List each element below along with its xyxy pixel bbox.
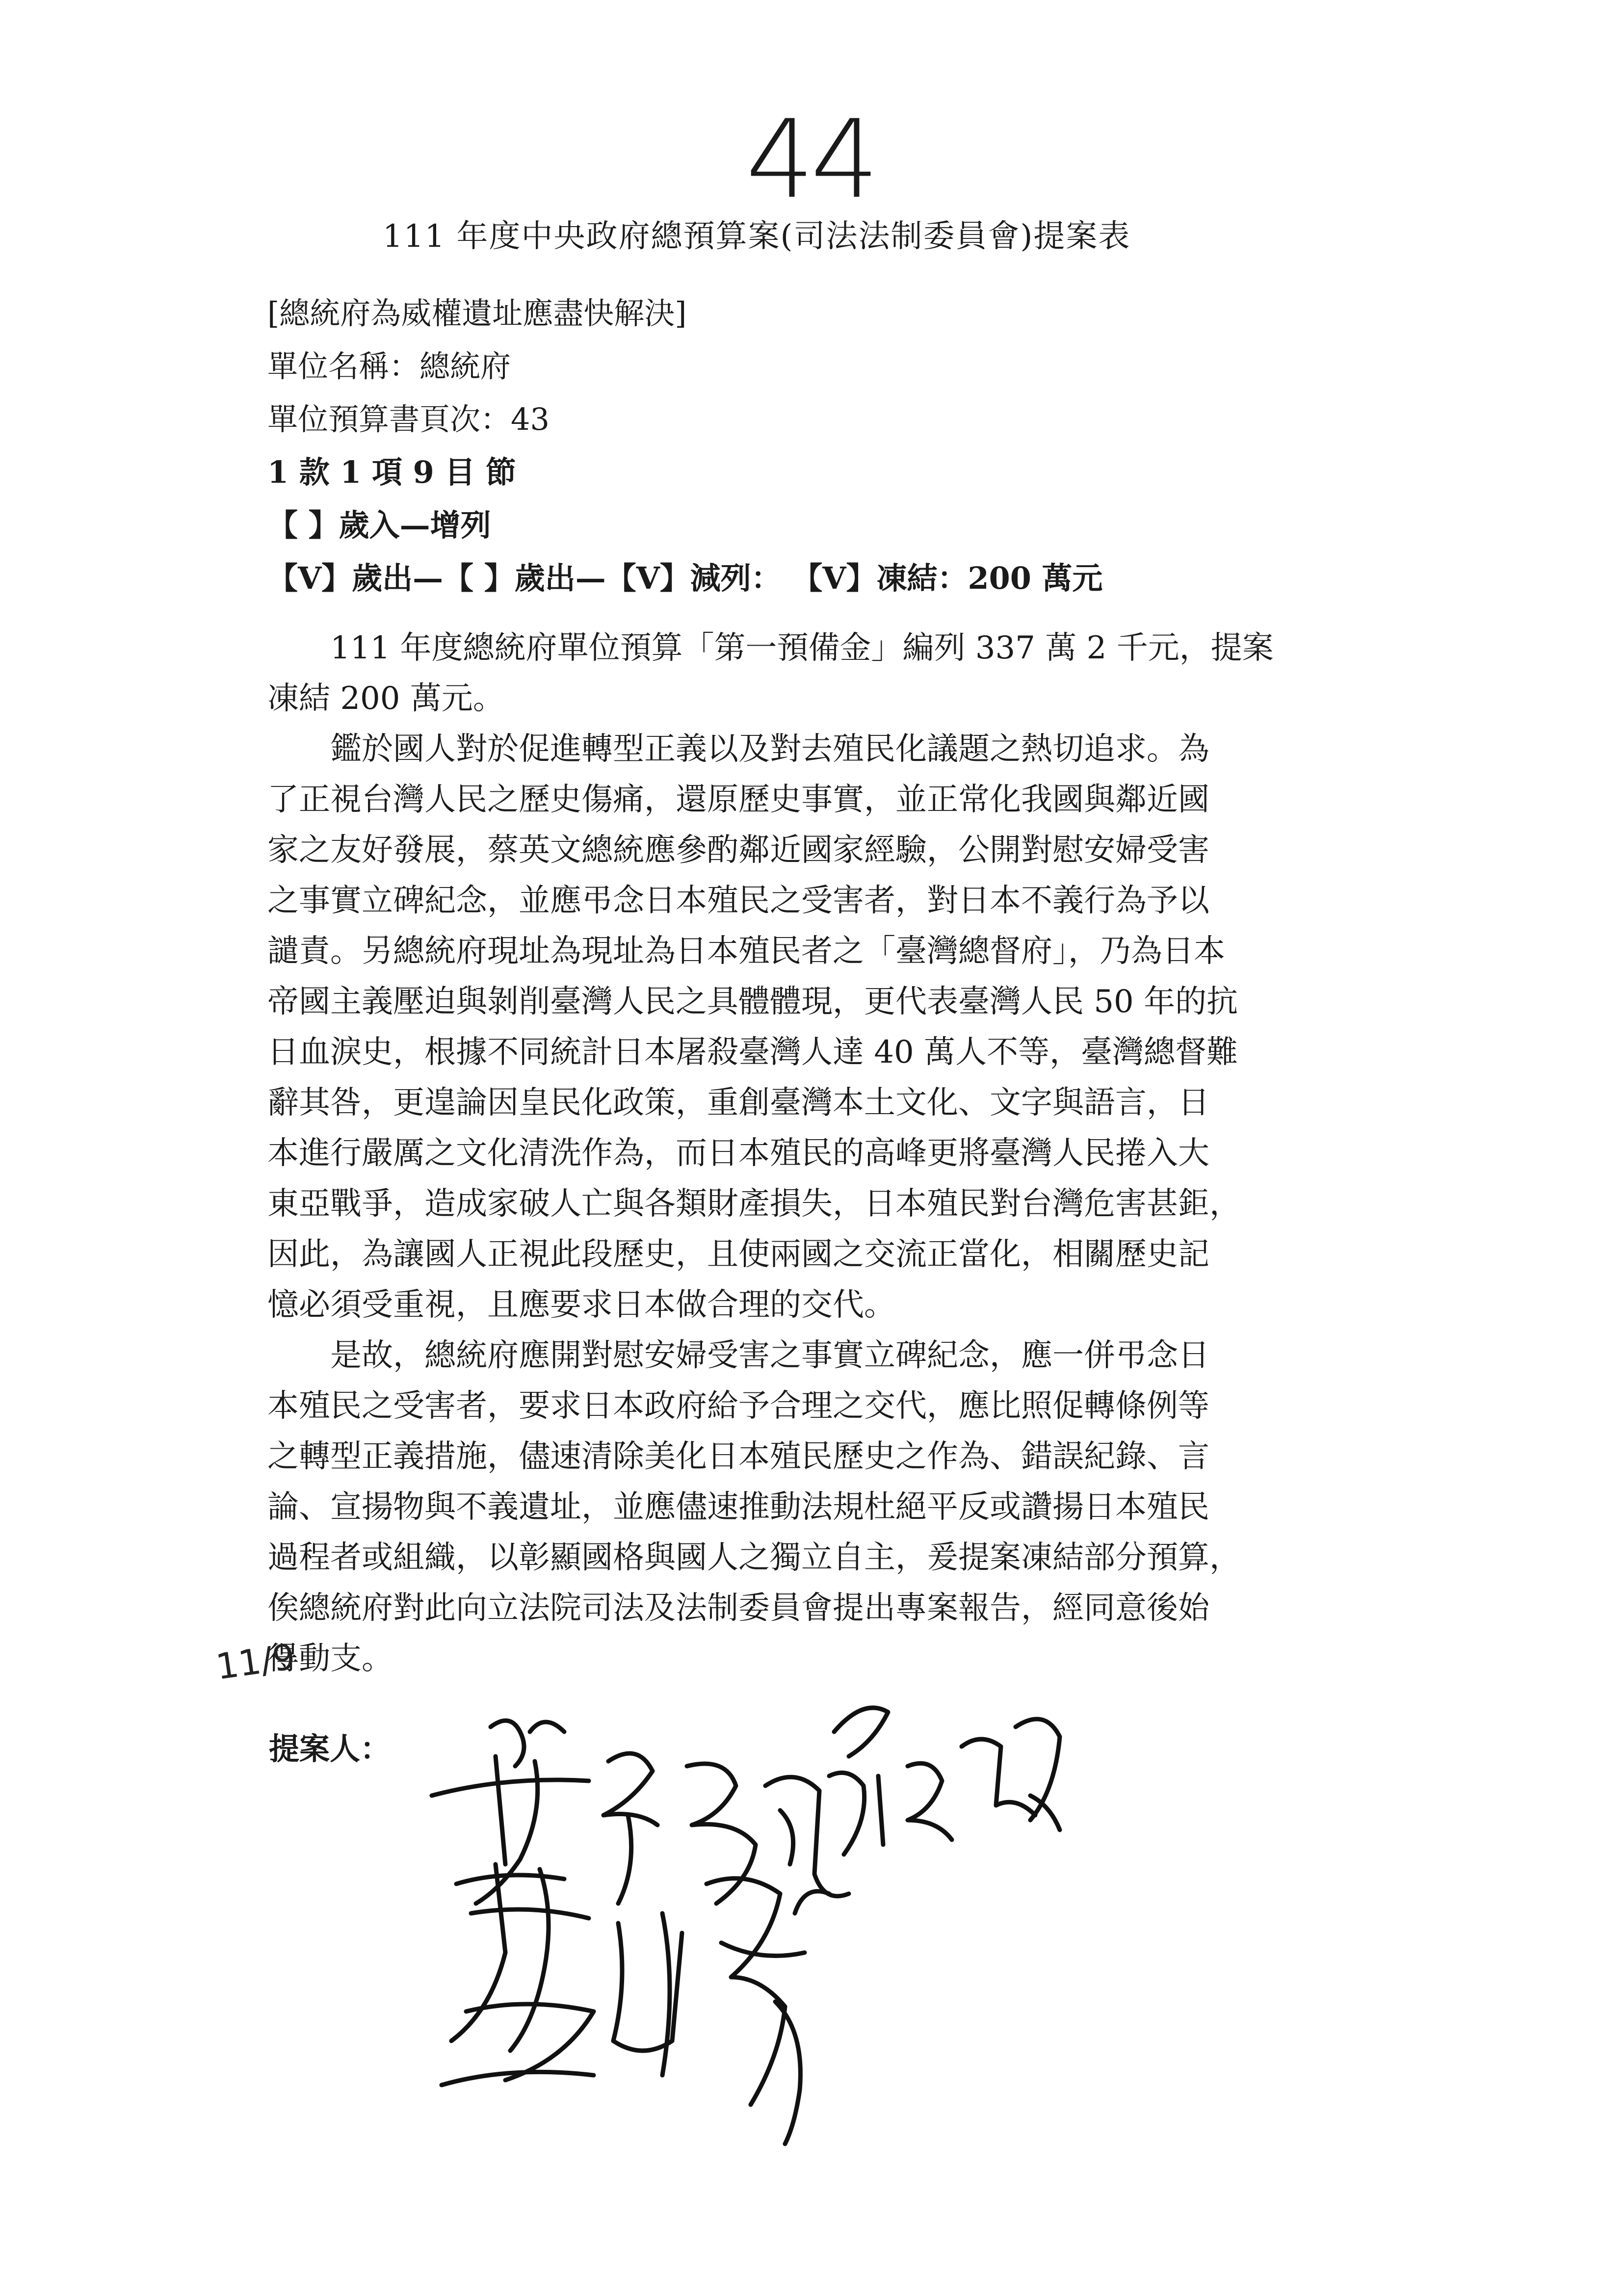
proposal-header — [267, 287, 1103, 605]
paragraph-3 — [267, 1331, 1425, 1684]
page-number: 44 — [746, 97, 875, 222]
unit-name: 單位名稱：總統府 — [267, 348, 511, 384]
expenditure-line: 【V】歲出—【 】歲出—【V】減列： 【V】凍結：200 萬元 — [267, 560, 1103, 596]
paragraph-2 — [267, 724, 1425, 1331]
body-line: 111 年度總統府單位預算「第一預備金」編列 337 萬 2 千元，提案 — [330, 630, 1274, 666]
budget-page-ref: 單位預算書頁次：43 — [267, 401, 550, 437]
body-line: 是故，總統府應開對慰安婦受害之事實立碑紀念，應一併弔念日 — [330, 1337, 1209, 1374]
body-line: 辭其咎，更遑論因皇民化政策，重創臺灣本土文化、文字與語言，日 — [267, 1085, 1209, 1121]
body-line: 本進行嚴厲之文化清洗作為，而日本殖民的高峰更將臺灣人民捲入大 — [267, 1135, 1209, 1172]
body-line: 凍結 200 萬元。 — [267, 680, 504, 717]
proposal-topic: [總統府為威權遺址應盡快解決] — [267, 295, 687, 331]
body-line: 俟總統府對此向立法院司法及法制委員會提出專案報告，經同意後始 — [267, 1590, 1209, 1626]
document-title: 111 年度中央政府總預算案(司法法制委員會)提案表 — [383, 218, 1131, 255]
body-line: 憶必須受重視，且應要求日本做合理的交代。 — [267, 1287, 895, 1323]
body-line: 帝國主義壓迫與剝削臺灣人民之具體體現，更代表臺灣人民 50 年的抗 — [267, 984, 1238, 1020]
signature-1 — [432, 1721, 849, 1904]
body-line: 之事實立碑紀念，並應弔念日本殖民之受害者，對日本不義行為予以 — [267, 883, 1209, 919]
proposal-body — [267, 623, 1425, 1684]
signature-3 — [442, 1864, 829, 2144]
body-line: 東亞戰爭，造成家破人亡與各類財產損失，日本殖民對台灣危害甚鉅， — [267, 1186, 1241, 1222]
handwritten-date-mark: 11/9 — [213, 1636, 298, 1688]
body-line: 譴責。另總統府現址為現址為日本殖民者之「臺灣總督府」，乃為日本 — [267, 933, 1225, 969]
body-line: 論、宣揚物與不義遺址，並應儘速推動法規杜絕平反或讚揚日本殖民 — [267, 1489, 1209, 1525]
body-line: 得動支。 — [267, 1641, 393, 1677]
body-line: 家之友好發展，蔡英文總統應參酌鄰近國家經驗，公開對慰安婦受害 — [267, 832, 1209, 868]
budget-item-path: 1 款 1 項 9 目 節 — [267, 454, 516, 490]
body-line: 之轉型正義措施，儘速清除美化日本殖民歷史之作為、錯誤紀錄、言 — [267, 1438, 1209, 1475]
body-line: 因此，為讓國人正視此段歷史，且使兩國之交流正當化，相關歷史記 — [267, 1236, 1209, 1273]
body-line: 了正視台灣人民之歷史傷痛，還原歷史事實，並正常化我國與鄰近國 — [267, 782, 1209, 818]
paragraph-1 — [267, 623, 1425, 724]
body-line: 日血淚史，根據不同統計日本屠殺臺灣人達 40 萬人不等，臺灣總督難 — [267, 1034, 1238, 1070]
body-line: 本殖民之受害者，要求日本政府給予合理之交代，應比照促轉條例等 — [267, 1388, 1209, 1424]
body-line: 過程者或組織，以彰顯國格與國人之獨立自主，爰提案凍結部分預算， — [267, 1539, 1241, 1576]
signature-2 — [829, 1708, 1060, 1854]
revenue-line: 【 】歲入—增列 — [267, 507, 491, 543]
proposer-label: 提案人： — [269, 1731, 391, 1767]
body-line: 鑑於國人對於促進轉型正義以及對去殖民化議題之熱切追求。為 — [330, 731, 1209, 767]
